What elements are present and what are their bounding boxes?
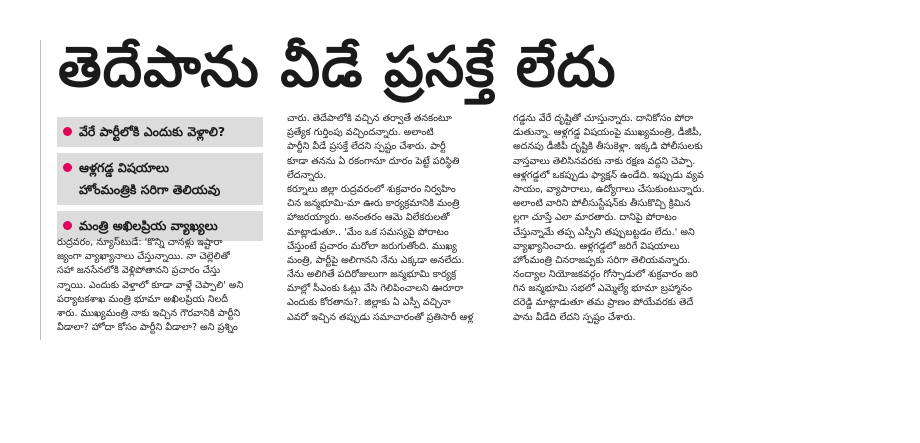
highlight-line: వేరే పార్టీలోకి ఎందుకు వెళ్లాలి? — [79, 124, 226, 139]
highlight-item — [57, 153, 263, 205]
column-rule — [40, 40, 41, 340]
article-column-2 — [287, 112, 501, 325]
article-line: సహా జనసేనలోకి వెళ్లిపోతానని ప్రచారం చేస్తు — [57, 265, 221, 277]
article-line: గిన జన్మభూమి సభలో ఎమ్మెల్యే భూమా బ్రహ్మానం — [513, 283, 692, 295]
article-line: మాల్లో సీఎంకు ఓట్లు వేసి గెలిపించాలని ఊరూరా — [287, 283, 464, 295]
article-line: నంద్యాల నియోజకవర్గం గోస్పాడులో శుక్రవారం జరి — [513, 269, 698, 281]
highlight-line: మంత్రి అఖిలప్రియ వ్యాఖ్యలు — [79, 218, 218, 233]
article-line: ప్రత్యేక గుర్తింపు వచ్చిందన్నారు. అలాంటి — [287, 127, 434, 139]
article-line: గడ్డను వేరే దృష్టితో చూస్తున్నారు. దానికోసం పోరా — [513, 113, 694, 124]
article-line: పర్యాటకశాఖ మంత్రి భూమా అఖిలప్రియ నిలదీ — [57, 293, 229, 305]
article-line: చిన జన్మభూమి-మా ఊరు కార్యక్రమానికి మంత్రి — [287, 198, 460, 210]
article-column-3 — [513, 112, 728, 325]
bullet-icon — [63, 127, 72, 136]
bullet-icon — [63, 221, 72, 230]
article-column-1 — [57, 236, 271, 335]
article-line: అలాంటి వారిని పోలీసుస్టేషన్‌కు తీసుకొచ్చి క్రిమిన — [513, 198, 691, 210]
article-line: ఎందుకు కోరతాను?. జిల్లాకు ఏ ఎస్పీ వచ్చినా — [287, 297, 451, 309]
article-line: వ్యాఖ్యానించారు. ఆళ్లగడ్డలో జరిగే విషయాలు — [513, 240, 680, 252]
highlights-box — [57, 117, 263, 247]
article-line: నేను అలిగితే పదిరోజులుగా జన్మభూమి కార్యక్ర — [287, 269, 457, 281]
article-line: హోంమంత్రి చినరాజప్పకు సరిగా తెలియవన్నారు. — [513, 254, 691, 266]
highlight-line: హోంమంత్రికి సరిగా తెలియవు — [79, 182, 221, 197]
article-line: దరెడ్డి మాట్లాడుతూ తమ ప్రాణం పోయేవరకు తెదే — [513, 297, 694, 309]
article-line: వాస్తవాలు తెలిసినవరకు నాకు రక్షణ వద్దని చెప్పా. — [513, 155, 696, 167]
article-line: ల్లగా చూస్తే ఎలా మారతారు. దానిపై పోరాటం — [513, 212, 677, 224]
article-line: చారు. తెదేపాలోకి వచ్చిన తర్వాతే తనకంటూ — [287, 113, 452, 124]
article-line: న్నాయి. ఎందుకు వెళ్తాలో కూడా వాళ్లే చెప్పాలి' అని — [57, 279, 244, 291]
article-line: అదనపు డీజీపీ దృష్టికి తీసుకెళ్లా. ఇక్కడి పోలీసులకు — [513, 141, 703, 153]
article-line: ఎవరో ఇచ్చిన తప్పుడు సమాచారంతో ప్రతిసారీ ఆళ్ల — [287, 311, 474, 323]
article-line: రుద్రవరం, న్యూస్‌టుడే: 'కొన్ని చానళ్లు ఇష్టారా — [57, 237, 223, 248]
bullet-icon — [63, 163, 72, 172]
article-line: కూడా తనను ఏ రకంగానూ దూరం పెట్టే పరిస్థితి — [287, 155, 460, 167]
article-line: శారు. ముఖ్యమంత్రి నాకు ఇచ్చిన గౌరవానికి పార్టీని — [57, 307, 241, 319]
article-line: మంత్రి, పార్టీపై అలిగానని నేను ఎక్కడా అనలేదు. — [287, 254, 465, 266]
article-line: డుతున్నా. ఆళ్లగడ్డ విషయంపై ముఖ్యమంత్రి, డీజీపీ, — [513, 127, 702, 139]
article-line: కర్నూలు జిల్లా రుద్రవరంలో శుక్రవారం నిర్వహిం — [287, 183, 456, 195]
article-line: సాయం, వ్యాపారాలు, ఉద్యోగాలు చేసుకుంటున్నారు. — [513, 183, 705, 195]
highlight-item — [57, 117, 263, 147]
article-line: పాను వీడేది లేదని స్పష్టం చేశారు. — [513, 311, 636, 323]
article-line: వీడాలా? హోదా కోసం పార్టీని వీడాలా? అని ప్రశ్నిం — [57, 322, 238, 334]
article-line: ఆళ్లగడ్డలో ఒకప్పుడు ఫ్యాక్షన్ ఉండేది. ఇప్పుడు వ్యవ — [513, 169, 704, 181]
article-line: చేస్తున్నామే తప్ప ఎస్పీని తప్పుబట్టడం లేదు.' అని — [513, 226, 695, 238]
headline: తెదేపాను వీడే ప్రసక్తే లేదు — [58, 35, 617, 100]
article-line: లేదన్నారు. — [287, 169, 327, 181]
article-line: హాజరయ్యారు. అనంతరం ఆమె విలేకరులతో — [287, 212, 450, 224]
article-line: జ్యంగా వ్యాఖ్యానాలు చేస్తున్నాయి. నా చెల్లెలితో — [57, 251, 230, 263]
article-line: పార్టీని వీడే ప్రసక్తే లేదని స్పష్టం చేశారు. పార్టీ — [287, 141, 446, 153]
article-line: చేస్తుంటే ప్రచారం మరోలా జరుగుతోంది. ముఖ్య — [287, 240, 457, 252]
highlight-line: ఆళ్లగడ్డ విషయాలు — [79, 160, 170, 175]
article-line: మాట్లాడుతూ.. 'మేం ఒక సమస్యపై పోరాటం — [287, 226, 449, 238]
